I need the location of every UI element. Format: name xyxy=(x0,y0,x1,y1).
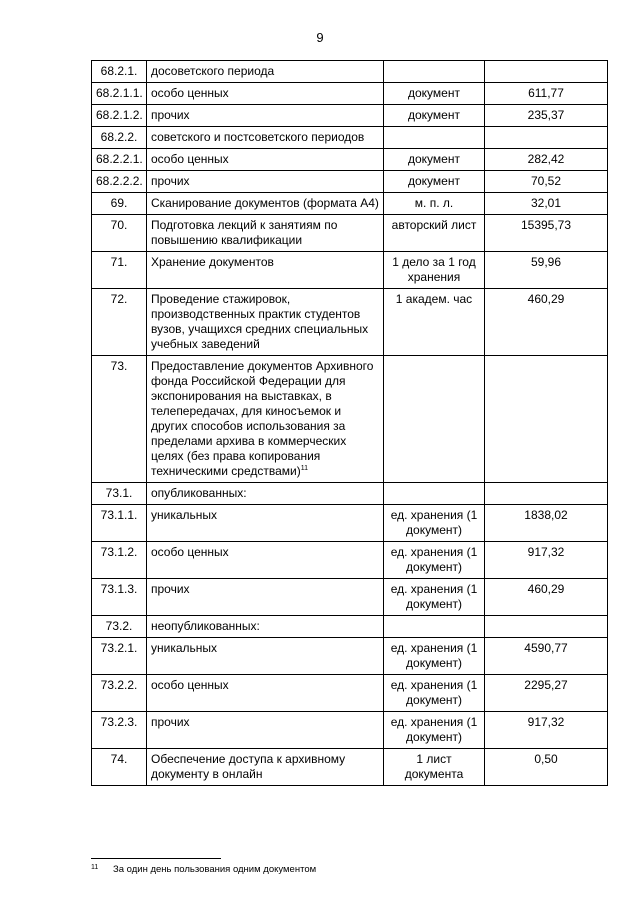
row-price-text: 917,32 xyxy=(527,715,565,729)
table-row xyxy=(92,193,608,215)
row-name-cell xyxy=(147,105,384,127)
row-price-text: 1838,02 xyxy=(524,508,568,522)
table-row xyxy=(92,289,608,356)
row-number-cell xyxy=(92,105,147,127)
row-name-text: Хранение документов xyxy=(151,255,274,269)
row-unit-cell xyxy=(384,61,485,83)
row-name-cell xyxy=(147,542,384,579)
row-name-text: прочих xyxy=(151,715,190,729)
row-price-text: 4590,77 xyxy=(524,641,568,655)
row-number-cell xyxy=(92,579,147,616)
row-price-text: 611,77 xyxy=(528,86,564,100)
table-row xyxy=(92,542,608,579)
row-price-text: 0,50 xyxy=(534,752,558,766)
row-unit-text: ед. хранения (1 документ) xyxy=(390,545,478,574)
row-number-cell xyxy=(92,505,147,542)
row-name-cell xyxy=(147,749,384,786)
table-row xyxy=(92,749,608,786)
row-number-text: 72. xyxy=(110,292,128,306)
row-unit-text: м. п. л. xyxy=(414,196,454,210)
row-unit-text: ед. хранения (1 документ) xyxy=(390,582,478,611)
row-unit-cell xyxy=(384,483,485,505)
row-price-text: 282,42 xyxy=(527,152,565,166)
table-row xyxy=(92,616,608,638)
table-row xyxy=(92,356,608,483)
row-unit-text: ед. хранения (1 документ) xyxy=(390,641,478,670)
row-number-text: 68.2.1. xyxy=(100,64,138,78)
row-unit-text: ед. хранения (1 документ) xyxy=(390,715,478,744)
row-unit-cell xyxy=(384,171,485,193)
row-name-cell xyxy=(147,83,384,105)
row-price-text: 460,29 xyxy=(527,582,565,596)
row-price-cell xyxy=(485,638,608,675)
row-unit-text: ед. хранения (1 документ) xyxy=(390,678,478,707)
row-price-text: 235,37 xyxy=(527,108,565,122)
row-name-cell xyxy=(147,171,384,193)
row-price-text: 59,96 xyxy=(530,255,562,269)
row-number-cell xyxy=(92,356,147,483)
row-price-text: 2295,27 xyxy=(524,678,568,692)
row-name-text: особо ценных xyxy=(151,545,229,559)
row-number-text: 68.2.2.1. xyxy=(96,152,143,166)
table-row xyxy=(92,483,608,505)
tariff-table xyxy=(91,60,608,786)
row-name-text: особо ценных xyxy=(151,86,229,100)
table-row xyxy=(92,83,608,105)
table-row xyxy=(92,675,608,712)
row-number-cell xyxy=(92,712,147,749)
row-unit-cell xyxy=(384,215,485,252)
row-price-cell xyxy=(485,127,608,149)
row-number-text: 68.2.1.2. xyxy=(96,108,143,122)
row-unit-text: авторский лист xyxy=(391,218,477,232)
row-name-text: Сканирование документов (формата А4) xyxy=(151,196,379,210)
row-number-text: 73. xyxy=(110,359,128,373)
row-name-text: уникальных xyxy=(151,641,218,655)
row-price-cell xyxy=(485,712,608,749)
row-number-cell xyxy=(92,127,147,149)
row-price-cell xyxy=(485,505,608,542)
row-name-cell xyxy=(147,483,384,505)
row-name-text: особо ценных xyxy=(151,678,229,692)
table-row xyxy=(92,171,608,193)
row-number-cell xyxy=(92,483,147,505)
row-name-cell xyxy=(147,579,384,616)
row-price-cell xyxy=(485,215,608,252)
row-name-cell xyxy=(147,675,384,712)
row-name-cell xyxy=(147,61,384,83)
row-number-cell xyxy=(92,171,147,193)
row-name-text: опубликованных: xyxy=(151,486,247,500)
row-name-cell xyxy=(147,356,384,483)
row-number-text: 70. xyxy=(110,218,128,232)
row-number-text: 73.2. xyxy=(105,619,133,633)
row-name-cell xyxy=(147,252,384,289)
row-number-cell xyxy=(92,616,147,638)
row-name-cell xyxy=(147,127,384,149)
row-price-cell xyxy=(485,289,608,356)
row-number-cell xyxy=(92,749,147,786)
row-number-cell xyxy=(92,215,147,252)
row-number-text: 73.1. xyxy=(105,486,133,500)
row-name-text: неопубликованных: xyxy=(151,619,260,633)
row-number-cell xyxy=(92,83,147,105)
row-name-cell xyxy=(147,505,384,542)
row-name-text: уникальных xyxy=(151,508,218,522)
row-number-cell xyxy=(92,542,147,579)
row-unit-cell xyxy=(384,149,485,171)
row-number-text: 68.2.1.1. xyxy=(96,86,143,100)
row-number-text: 68.2.2. xyxy=(100,130,138,144)
row-number-text: 69. xyxy=(110,196,128,210)
row-price-cell xyxy=(485,749,608,786)
row-number-text: 73.2.2. xyxy=(100,678,138,692)
row-price-cell xyxy=(485,616,608,638)
row-price-text: 32,01 xyxy=(530,196,562,210)
row-number-text: 73.1.1. xyxy=(100,508,138,522)
row-number-text: 71. xyxy=(110,255,128,269)
row-name-cell xyxy=(147,215,384,252)
row-name-text: особо ценных xyxy=(151,152,229,166)
row-number-text: 73.1.3. xyxy=(100,582,138,596)
row-unit-cell xyxy=(384,675,485,712)
row-unit-text: документ xyxy=(408,152,460,166)
row-name-cell xyxy=(147,193,384,215)
row-name-text: Предоставление документов Архивного фонда Российской Федерации для экспонирования на выставках, в телепередачах, для киносъемок и других способов использования за пределами архива в коммерческих целях (без права копирования техническими средствами) xyxy=(151,359,374,478)
footnote-divider xyxy=(91,858,221,859)
row-number-text: 73.1.2. xyxy=(100,545,138,559)
row-price-cell xyxy=(485,356,608,483)
row-name-text: советского и постсоветского периодов xyxy=(151,130,365,144)
row-number-cell xyxy=(92,675,147,712)
row-name-cell xyxy=(147,616,384,638)
row-unit-cell xyxy=(384,289,485,356)
page-number: 9 xyxy=(316,30,324,45)
row-number-cell xyxy=(92,149,147,171)
row-price-cell xyxy=(485,83,608,105)
row-name-text: досоветского периода xyxy=(151,64,275,78)
row-unit-cell xyxy=(384,356,485,483)
row-unit-text: 1 лист документа xyxy=(404,752,464,781)
row-name-cell xyxy=(147,712,384,749)
row-name-text: Подготовка лекций к занятиям по повышению квалификации xyxy=(151,218,338,247)
row-price-text: 15395,73 xyxy=(520,218,572,232)
row-name-text: прочих xyxy=(151,174,190,188)
row-price-cell xyxy=(485,252,608,289)
row-unit-cell xyxy=(384,252,485,289)
row-price-text: 460,29 xyxy=(527,292,565,306)
row-unit-cell xyxy=(384,616,485,638)
row-number-cell xyxy=(92,638,147,675)
row-name-cell xyxy=(147,149,384,171)
row-price-text: 917,32 xyxy=(527,545,565,559)
table-row xyxy=(92,127,608,149)
row-name-text: Проведение стажировок, производственных практик студентов вузов, учащихся средних специальных учебных заведений xyxy=(151,292,369,351)
row-price-cell xyxy=(485,542,608,579)
table-row xyxy=(92,252,608,289)
row-number-text: 73.2.1. xyxy=(100,641,138,655)
row-price-cell xyxy=(485,171,608,193)
row-unit-cell xyxy=(384,505,485,542)
row-unit-cell xyxy=(384,749,485,786)
row-price-text: 70,52 xyxy=(530,174,562,188)
row-unit-cell xyxy=(384,638,485,675)
table-row xyxy=(92,61,608,83)
footnote-reference: 11 xyxy=(300,465,308,472)
row-price-cell xyxy=(485,579,608,616)
row-unit-cell xyxy=(384,542,485,579)
row-number-cell xyxy=(92,61,147,83)
table-row xyxy=(92,712,608,749)
row-unit-text: 1 академ. час xyxy=(395,292,473,306)
row-unit-text: 1 дело за 1 год хранения xyxy=(392,255,476,284)
row-price-cell xyxy=(485,483,608,505)
row-price-cell xyxy=(485,193,608,215)
row-unit-text: ед. хранения (1 документ) xyxy=(390,508,478,537)
row-price-cell xyxy=(485,149,608,171)
row-unit-cell xyxy=(384,579,485,616)
row-price-cell xyxy=(485,61,608,83)
row-unit-text: документ xyxy=(408,174,460,188)
table-row xyxy=(92,105,608,127)
row-number-cell xyxy=(92,289,147,356)
row-unit-cell xyxy=(384,83,485,105)
table-row xyxy=(92,638,608,675)
row-name-text: прочих xyxy=(151,582,190,596)
row-price-cell xyxy=(485,105,608,127)
row-unit-text: документ xyxy=(408,86,460,100)
row-unit-cell xyxy=(384,127,485,149)
row-unit-cell xyxy=(384,712,485,749)
table-row xyxy=(92,215,608,252)
row-name-text: прочих xyxy=(151,108,190,122)
row-unit-cell xyxy=(384,105,485,127)
row-name-cell xyxy=(147,638,384,675)
row-number-cell xyxy=(92,193,147,215)
table-row xyxy=(92,149,608,171)
row-name-cell xyxy=(147,289,384,356)
row-unit-text: документ xyxy=(408,108,460,122)
footnote xyxy=(91,864,316,875)
row-name-text: Обеспечение доступа к архивному документу в онлайн xyxy=(151,752,346,781)
footnote-mark: 11 xyxy=(91,864,99,871)
row-number-cell xyxy=(92,252,147,289)
footnote-text: За один день пользования одним документом xyxy=(113,864,317,875)
row-number-text: 68.2.2.2. xyxy=(96,174,143,188)
table-row xyxy=(92,505,608,542)
row-unit-cell xyxy=(384,193,485,215)
row-number-text: 73.2.3. xyxy=(100,715,138,729)
row-price-cell xyxy=(485,675,608,712)
row-number-text: 74. xyxy=(110,752,128,766)
table-row xyxy=(92,579,608,616)
